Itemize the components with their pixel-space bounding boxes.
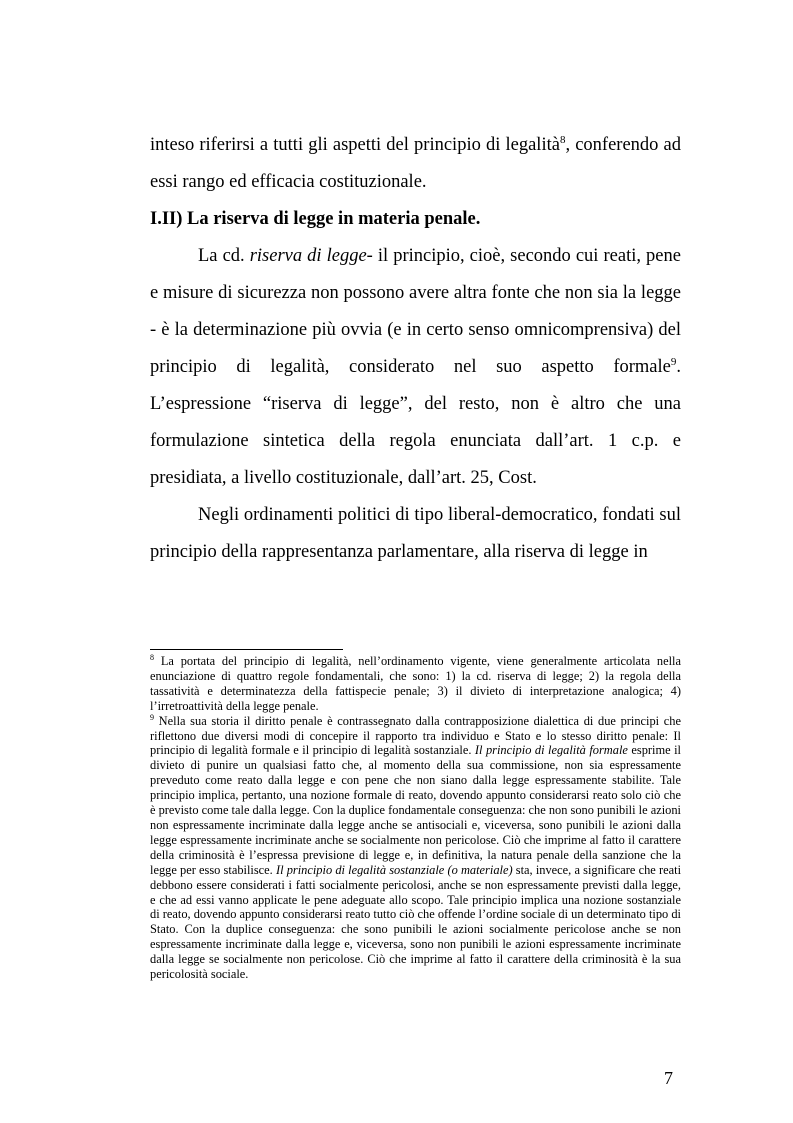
footnote-8 [150,654,681,714]
footnote-number: 8 [150,652,154,662]
italic-term: Il principio di legalità formale [474,743,628,758]
paragraph-text: . L’espressione “riserva di legge”, del resto, non è altro che una formulazione sintetica della regola enunciata dall’art. 1 c.p. e presidiata, a livello costituzionale, dall’art. 25, Cost. [150,357,681,488]
footnote-9 [150,714,681,982]
footnote-text: Nella sua storia il diritto penale è contrassegnato dalla contrapposizione dialettica di due principi che riflettono due diversi modi di concepire il rapporto tra individuo e Stato e lo stesso diritto penale: Il principio di legalità formale e il principio di legalità sostanziale. [150,713,681,758]
footnote-ref-8[interactable]: 8 [559,133,566,146]
paragraph-text: La cd. [198,246,250,266]
paragraph-text: , conferendo ad essi rango ed efficacia costituzionale. [150,135,681,192]
paragraph-2 [150,238,681,497]
main-text [150,127,681,571]
footnote-separator [150,649,343,650]
footnote-text: esprime il divieto di punire un qualsiasi fatto che, al momento della sua commissione, non sia espressamente preveduto come reato dalla legge e con pene che non siano dalla legge espressamente stabilite. Tale principio implica, pertanto, una nozione formale di reato, dovendo appunto considerarsi reato solo ciò che è previsto come tale dalla legge. Con la duplice fondamentale conseguenza: che non sono punibili le azioni non espressamente incriminate dalla legge anche se antisociali e, viceversa, sono punibili le azioni dalla legge espressamente incriminate anche se socialmente non pericolose. Ciò che imprime al fatto il carattere della criminosità è l’espressa previsione di legge e, in definitiva, la natura penale della sanzione che la legge per esso stabilisce. [150,743,681,877]
italic-term: riserva di legge [249,246,367,266]
footnote-text: La portata del principio di legalità, nell’ordinamento vigente, viene generalmente articolata nella enunciazione di quattro regole fondamentali, che sono: 1) la cd. riserva di legge; 2) la regola della tassatività e determinatezza della fattispecie penale; 3) il divieto di interpretazione analogica; 4) l’irretroattività della legge penale. [150,654,681,713]
footnote-number: 9 [150,712,154,722]
page-number: 7 [664,1068,673,1088]
paragraph-text: - il principio, cioè, secondo cui reati, pene e misure di sicurezza non possono avere altra fonte che non sia la legge - è la determinazione più ovvia (e in certo senso omnicomprensiva) del principio di legalità, considerato nel suo aspetto formale [150,246,681,377]
paragraph-text: inteso riferirsi a tutti gli aspetti del principio di legalità [150,135,560,155]
footnote-text: sta, invece, a significare che reati debbono essere considerati i fatti socialmente pericolosi, anche se non espressamente previsti dalla legge, e che ad essi vanno applicate le pene adeguate allo scopo. Tale principio implica una nozione sostanziale di reato, dovendo appunto considerarsi reato tutto ciò che offende l’ordine sociale di un determinato tipo di Stato. Con la duplice conseguenza: che sono punibili le azioni socialmente pericolose anche se non espressamente incriminate dalla legge e, viceversa, sono non punibili le azioni espressamente incriminate dalla legge se socialmente non pericolose. Ciò che imprime al fatto il carattere della criminosità è la sua pericolosità sociale. [150,862,682,982]
footnotes [150,654,681,982]
paragraph-3: Negli ordinamenti politici di tipo liberal-democratico, fondati sul principio della rappresentanza parlamentare, alla riserva di legge in [150,505,681,562]
section-heading: I.II) La riserva di legge in materia penale. [150,209,481,229]
footnote-ref-9[interactable]: 9 [670,355,677,368]
italic-term: Il principio di legalità sostanziale (o materiale) [275,862,513,877]
paragraph-1 [150,127,681,201]
